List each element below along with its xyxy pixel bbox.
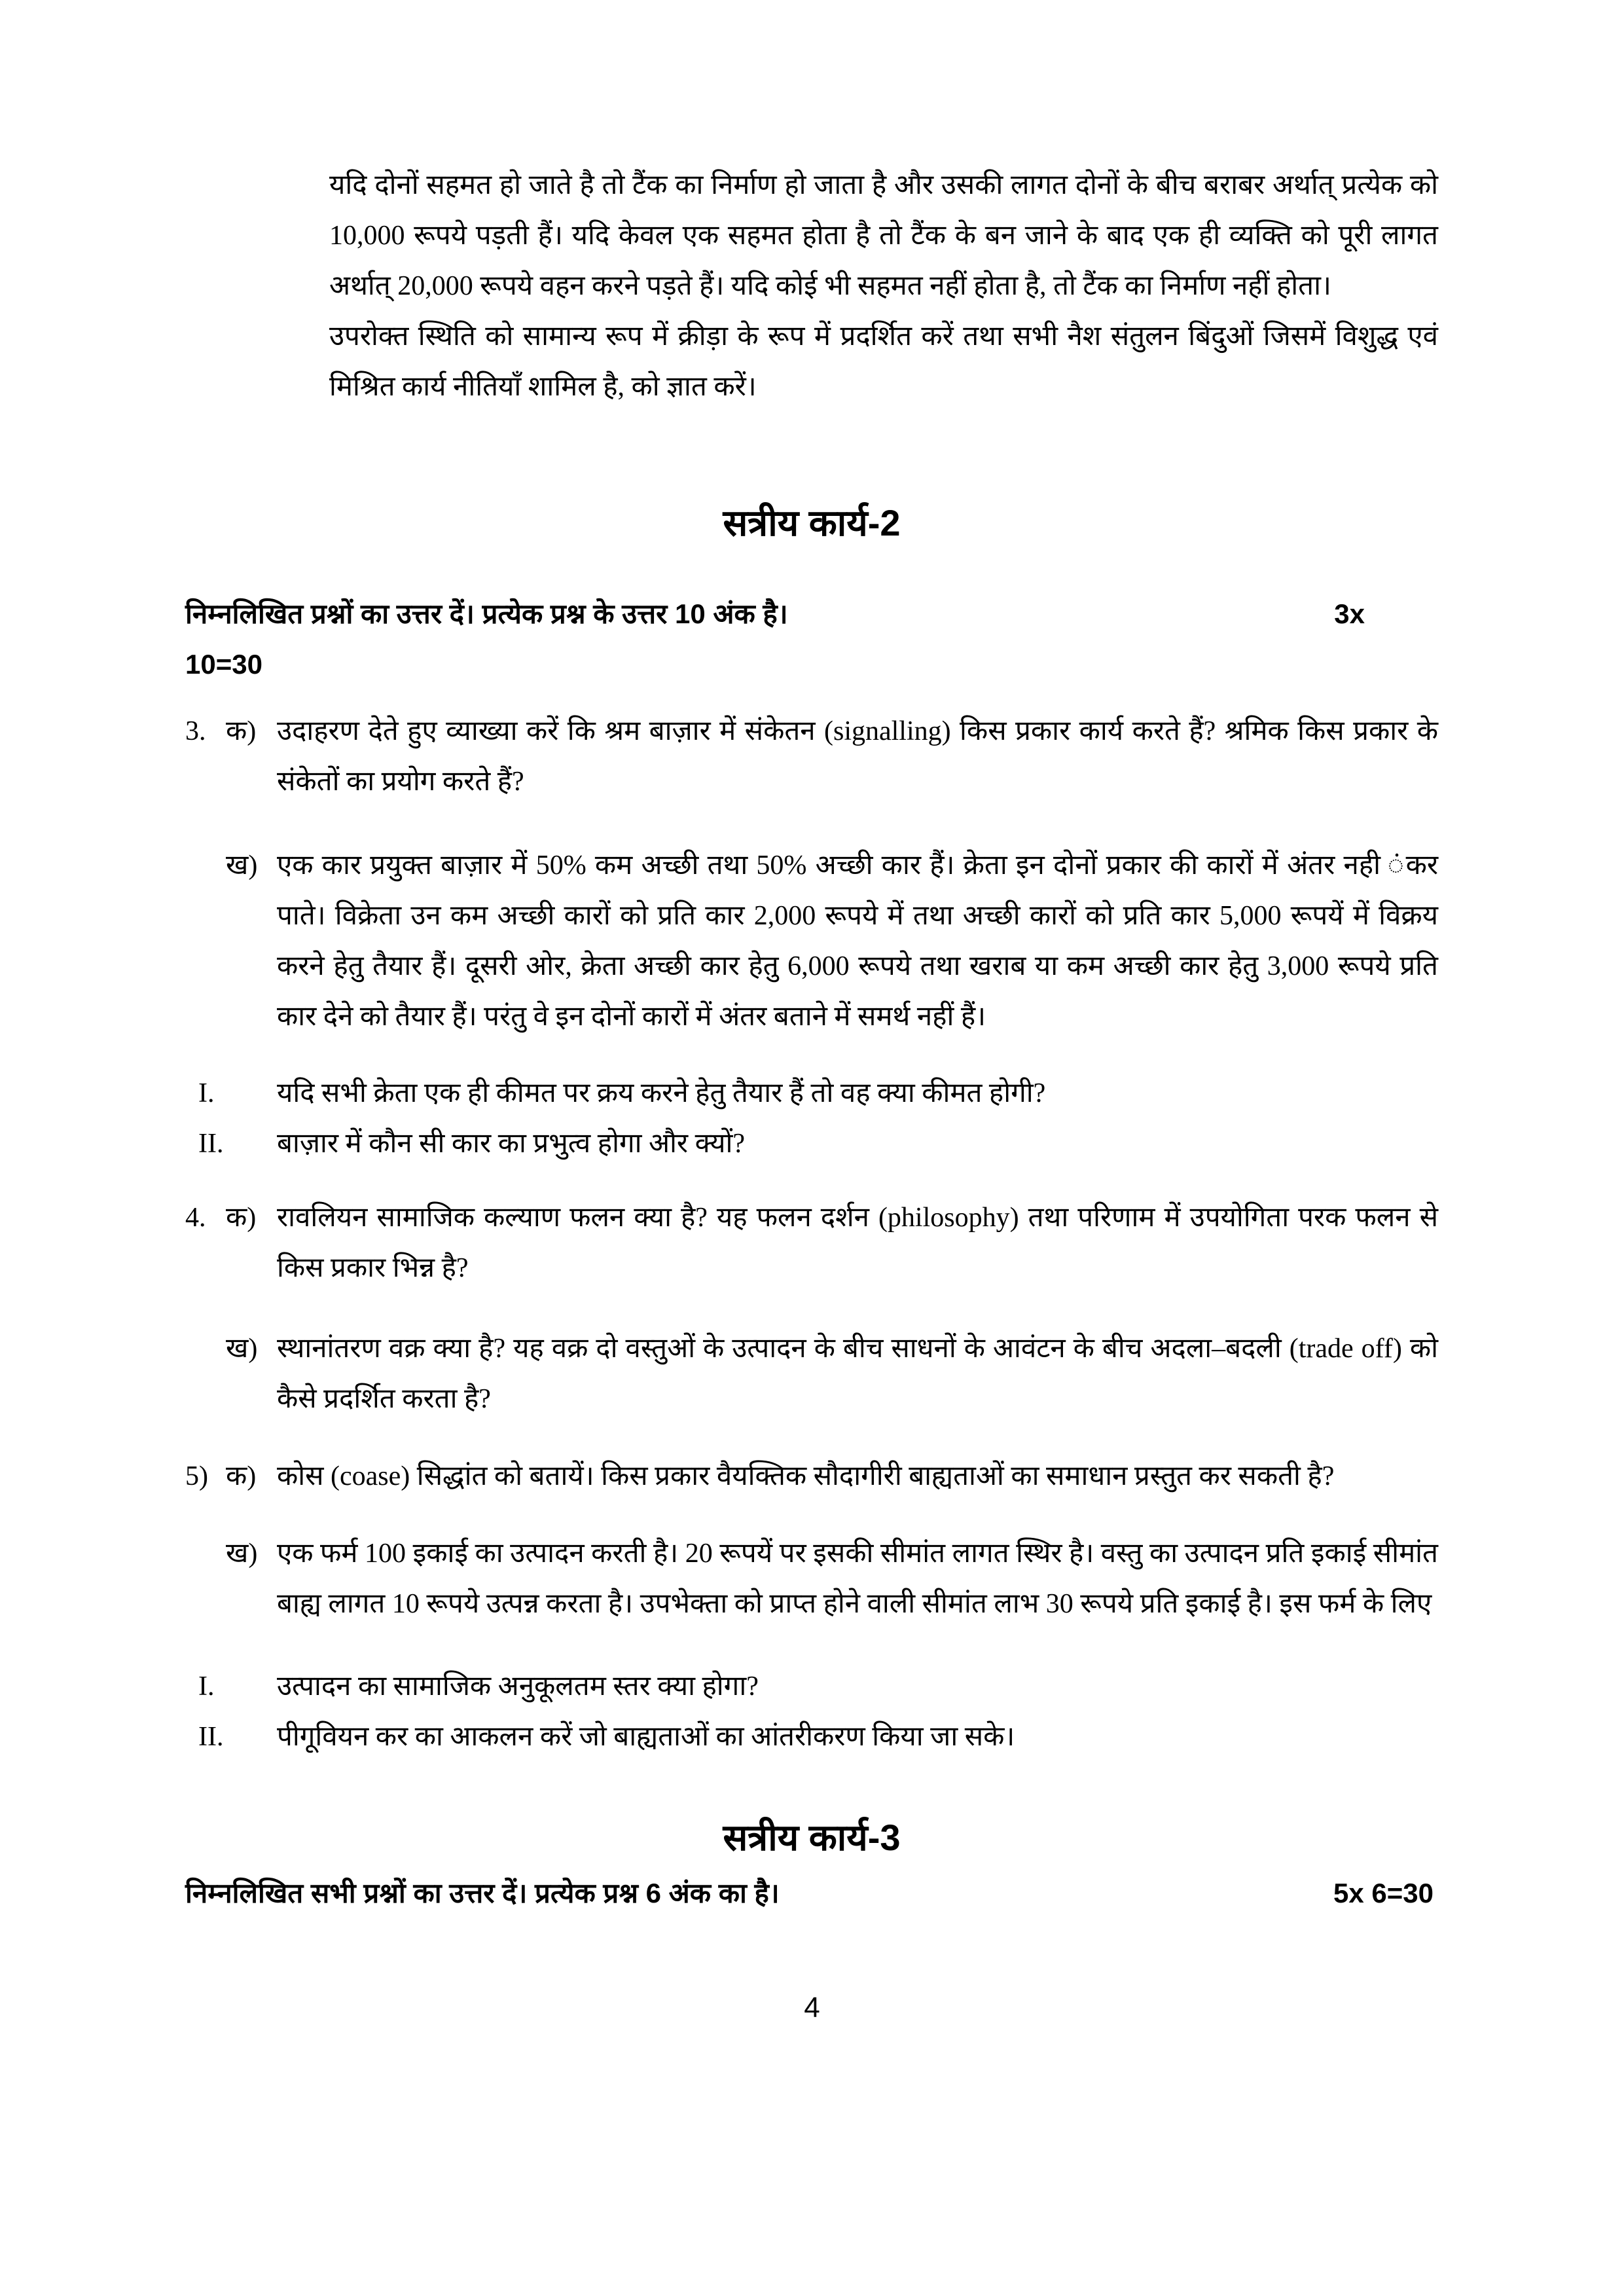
question-3-part-b-text: एक कार प्रयुक्त बाज़ार में 50% कम अच्छी तथा 50% अच्छी कार हैं। क्रेता इन दोनों प्रकार की कारों में अंतर नही ंकर पाते। विक्रेता उन कम अच्छी कारों को प्रति कार 2,000 रूपये में तथा अच्छी कारों को प्रति कार 5,000 रूपयें में विक्रय करने हेतु तैयार हैं। दूसरी ओर, क्रेता अच्छी कार हेतु 6,000 रूपये तथा खराब या कम अच्छी कार हेतु 3,000 रूपये प्रति कार देने को तैयार हैं। परंतु वे इन दोनों कारों में अंतर बताने में समर्थ नहीं हैं। <box>277 850 1438 1032</box>
intro-paragraph-2: उपरोक्त स्थिति को सामान्य रूप में क्रीड़ा के रूप में प्रदर्शित करें तथा सभी नैश संतुलन बिंदुओं जिसमें विशुद्ध एवं मिश्रित कार्य नीतियाँ शामिल है, को ज्ञात करें। <box>329 321 1438 402</box>
question-4-part-b-text: स्थानांतरण वक्र क्या है? यह वक्र दो वस्तुओं के उत्पादन के बीच साधनों के आवंटन के बीच अदला–बदली (trade off) को कैसे प्रदर्शित करता है? <box>277 1334 1438 1414</box>
question-3-sub-ii <box>185 1119 1438 1169</box>
assignment2-instruction: निम्नलिखित प्रश्नों का उत्तर दें। प्रत्येक प्रश्न के उत्तर 10 अंक है। <box>185 598 788 629</box>
question-5-sub-i-label: I. <box>198 1671 215 1702</box>
question-5-number: 5) <box>185 1461 208 1491</box>
question-5-part-b <box>185 1529 1438 1630</box>
assignment3-marks: 5x 6=30 <box>1333 1878 1434 1908</box>
question-5-sub-ii <box>185 1712 1438 1762</box>
assignment3-heading: सत्रीय कार्य-3 <box>723 1817 901 1858</box>
question-5-sub-ii-label: II. <box>198 1722 224 1752</box>
assignment2-instruction-row <box>185 589 1438 639</box>
question-5-part-b-label: ख) <box>226 1539 258 1569</box>
question-3-sub-i-label: I. <box>198 1078 215 1108</box>
question-3-sub-i <box>185 1068 1438 1119</box>
question-4-number: 4. <box>185 1203 206 1233</box>
question-3-part-a-label: क) <box>226 716 257 746</box>
assignment2-heading: सत्रीय कार्य-2 <box>723 502 901 543</box>
question-3-number: 3. <box>185 716 206 746</box>
question-5-part-a-text: कोस (coase) सिद्धांत को बतायें। किस प्रकार वैयक्तिक सौदागीरी बाह्यताओं का समाधान प्रस्तुत कर सकती है? <box>277 1461 1335 1491</box>
question-4-part-a-text: रावलियन सामाजिक कल्याण फलन क्या है? यह फलन दर्शन (philosophy) तथा परिणाम में उपयोगिता परक फलन से किस प्रकार भिन्न है? <box>277 1203 1438 1283</box>
question-3-sub-ii-label: II. <box>198 1129 224 1159</box>
question-list <box>185 706 1438 1762</box>
question-3-part-a-text: उदाहरण देते हुए व्याख्या करें कि श्रम बाज़ार में संकेतन (signalling) किस प्रकार कार्य करते हैं? श्रमिक किस प्रकार के संकेतों का प्रयोग करते हैं? <box>277 716 1438 797</box>
assignment2-marks-continued: 10=30 <box>185 649 262 680</box>
question-3-sub-i-text: यदि सभी क्रेता एक ही कीमत पर क्रय करने हेतु तैयार हैं तो वह क्या कीमत होगी? <box>277 1078 1046 1108</box>
page-number: 4 <box>804 1992 820 2024</box>
question-4-part-a <box>185 1193 1438 1294</box>
question-4-part-a-label: क) <box>226 1203 257 1233</box>
question-5-part-b-text: एक फर्म 100 इकाई का उत्पादन करती है। 20 रूपयें पर इसकी सीमांत लागत स्थिर है। वस्तु का उत्पादन प्रति इकाई सीमांत बाह्य लागत 10 रूपये उत्पन्न करता है। उपभेक्ता को प्राप्त होने वाली सीमांत लाभ 30 रूपये प्रति इकाई है। इस फर्म के लिए <box>277 1539 1438 1619</box>
assignment3-instruction-row <box>185 1868 1438 1918</box>
question-3-part-b <box>185 841 1438 1042</box>
question-5-sub-i-text: उत्पादन का सामाजिक अनुकूलतम स्तर क्या होगा? <box>277 1671 759 1702</box>
question-4-part-b <box>185 1324 1438 1425</box>
intro-paragraph-1: यदि दोनों सहमत हो जाते है तो टैंक का निर्माण हो जाता है और उसकी लागत दोनों के बीच बराबर अर्थात् प्रत्येक को 10,000 रूपये पड़ती हैं। यदि केवल एक सहमत होता है तो टैंक के बन जाने के बाद एक ही व्यक्ति को पूरी लागत अर्थात् 20,000 रूपये वहन करने पड़ते हैं। यदि कोई भी सहमत नहीं होता है, तो टैंक का निर्माण नहीं होता। <box>329 170 1438 301</box>
assignment2-marks: 3x <box>1334 598 1365 629</box>
question-3-sub-ii-text: बाज़ार में कौन सी कार का प्रभुत्व होगा और क्यों? <box>277 1129 745 1159</box>
intro-paragraphs <box>329 160 1438 412</box>
question-4-part-b-label: ख) <box>226 1334 258 1364</box>
question-5-part-a-label: क) <box>226 1461 257 1491</box>
question-3-part-a <box>185 706 1438 807</box>
question-5-sub-i <box>185 1662 1438 1712</box>
question-3-part-b-label: ख) <box>226 850 258 881</box>
question-5-part-a <box>185 1451 1438 1502</box>
assignment3-instruction: निम्नलिखित सभी प्रश्नों का उत्तर दें। प्रत्येक प्रश्न 6 अंक का है। <box>185 1878 780 1908</box>
question-5-sub-ii-text: पीगूवियन कर का आकलन करें जो बाह्यताओं का आंतरीकरण किया जा सके। <box>277 1722 1015 1752</box>
